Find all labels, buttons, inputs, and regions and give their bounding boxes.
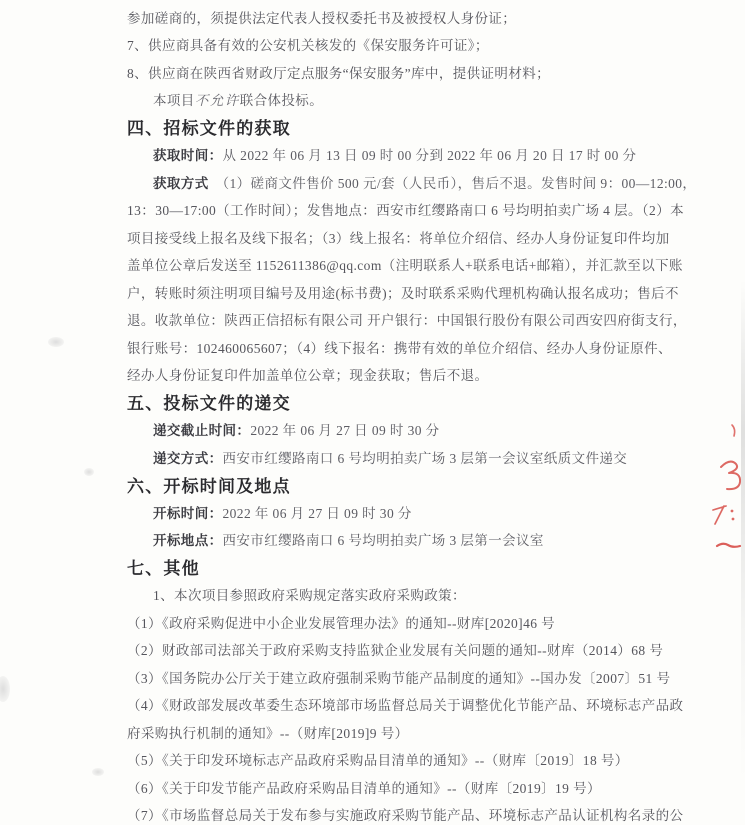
bid-opening-place-value: 西安市红缨路南口 6 号均明拍卖广场 3 层第一会议室: [222, 533, 544, 549]
submission-deadline-label: 递交截止时间：: [153, 423, 251, 439]
submission-method-value: 西安市红缨路南口 6 号均明拍卖广场 3 层第一会议室纸质文件递交: [222, 450, 628, 466]
acquire-time-line: [127, 141, 745, 169]
policy-item-continuation-line: 府采购执行机制的通知》--（财库[2019]9 号）: [127, 725, 409, 741]
section-5-heading: 五、投标文件的递交: [127, 394, 291, 414]
policy-item-line: （5）《关于印发环境标志产品政府采购品目清单的通知》--（财库〔2019〕18 号）: [127, 753, 629, 769]
scan-edge-shadow: [741, 280, 745, 780]
red-mark-seven: [713, 506, 726, 524]
bid-opening-time-value: 2022 年 06 月 27 日 09 时 30 分: [222, 505, 412, 521]
policy-item-line: （7）《市场监督总局关于发布参与实施政府采购节能产品、环境标志产品认证机构名录的公: [127, 808, 684, 824]
bid-opening-place-line: [127, 526, 745, 554]
acquire-time-label: 获取时间：: [153, 148, 223, 164]
acquire-method-continuation-line: 银行账号：102460065607；（4）线下报名：携带有效的单位介绍信、经办人身份证原件、: [127, 340, 672, 356]
paragraph-continuation-line: 参加磋商的，须提供法定代表人授权委托书及被授权人身份证；: [127, 10, 517, 26]
policy-item-line: （6）《关于印发节能产品政府采购品目清单的通知》--（财库〔2019〕19 号）: [127, 780, 601, 796]
submission-deadline-value: 2022 年 06 月 27 日 09 时 30 分: [250, 423, 440, 439]
red-mark-dash: [717, 544, 740, 547]
acquire-method-line: [127, 168, 745, 196]
bid-opening-time-label: 开标时间：: [153, 505, 223, 521]
red-mark-colon-dot: [731, 510, 734, 513]
no-joint-bid-suffix: 联合体投标。: [239, 93, 324, 109]
red-mark-scribble: [721, 462, 740, 490]
acquire-method-continuation-line: 经办人身份证复印件加盖单位公章；现金获取；售后不退。: [127, 368, 489, 384]
supplier-requirement-item-8: 8、供应商在陕西省财政厅定点服务“保安服务”库中，提供证明材料；: [127, 65, 551, 81]
red-mark-tick: [732, 425, 735, 436]
policy-item-line: （3）《国务院办公厅关于建立政府强制采购节能产品制度的通知》--国办发〔2007〕51 号: [127, 670, 671, 686]
supplier-requirement-item-7: 7、供应商具备有效的公安机关核发的《保安服务许可证》；: [127, 38, 489, 54]
policy-item-line: （1）《政府采购促进中小企业发展管理办法》的通知--财库[2020]46 号: [127, 615, 556, 631]
section-6-heading: 六、开标时间及地点: [127, 476, 291, 496]
policy-intro-line: 1、本次项目参照政府采购规定落实政府采购政策：: [153, 588, 466, 604]
section-4-heading: 四、招标文件的获取: [127, 119, 291, 139]
no-joint-bid-line: [127, 86, 745, 114]
submission-method-label: 递交方式：: [153, 450, 223, 466]
submission-deadline-line: [127, 416, 745, 444]
acquire-time-value: 从 2022 年 06 月 13 日 09 时 00 分到 2022 年 06 月 20 日 17 时 00 分: [222, 148, 637, 164]
submission-method-line: [127, 443, 745, 471]
policy-item-line: （2）财政部司法部关于政府采购支持监狱企业发展有关问题的通知--财库（2014）68 号: [127, 643, 664, 659]
bid-opening-place-label: 开标地点：: [153, 533, 223, 549]
acquire-method-continuation-line: 盖单位公章后发送至 1152611386@qq.com（注明联系人+联系电话+邮箱），并汇款至以下账: [127, 258, 683, 274]
no-joint-bid-emphasis: 不允许: [194, 93, 240, 109]
acquire-method-continuation-line: 13：30—17:00（工作时间）；发售地点：西安市红缨路南口 6 号均明拍卖广场 4 层。（2）本: [127, 203, 684, 219]
red-pen-marks-icon: [703, 418, 745, 564]
red-mark-colon-dot: [732, 518, 735, 521]
no-joint-bid-prefix: 本项目: [153, 93, 195, 109]
section-7-heading: 七、其他: [127, 559, 200, 579]
acquire-method-continuation-line: 户，转账时须注明项目编号及用途(标书费)；及时联系采购代理机构确认报名成功；售后不: [127, 285, 679, 301]
acquire-method-continuation-line: 项目接受线上报名及线下报名；（3）线上报名：将单位介绍信、经办人身份证复印件均加: [127, 230, 670, 246]
acquire-method-continuation-line: 退。收款单位：陕西正信招标有限公司 开户银行：中国银行股份有限公司西安四府街支行，: [127, 313, 687, 329]
scan-smudge: [48, 337, 64, 347]
scan-smudge: [92, 768, 104, 776]
bid-opening-time-line: [127, 498, 745, 526]
scan-smudge: [84, 468, 94, 476]
acquire-method-label: 获取方式: [153, 175, 209, 191]
policy-item-line: （4）《财政部发展改革委生态环境部市场监督总局关于调整优化节能产品、环境标志产品政: [127, 698, 684, 714]
acquire-method-first-text: （1）磋商文件售价 500 元/套（人民币），售后不退。发售时间 9：00—12:00，: [215, 175, 697, 191]
